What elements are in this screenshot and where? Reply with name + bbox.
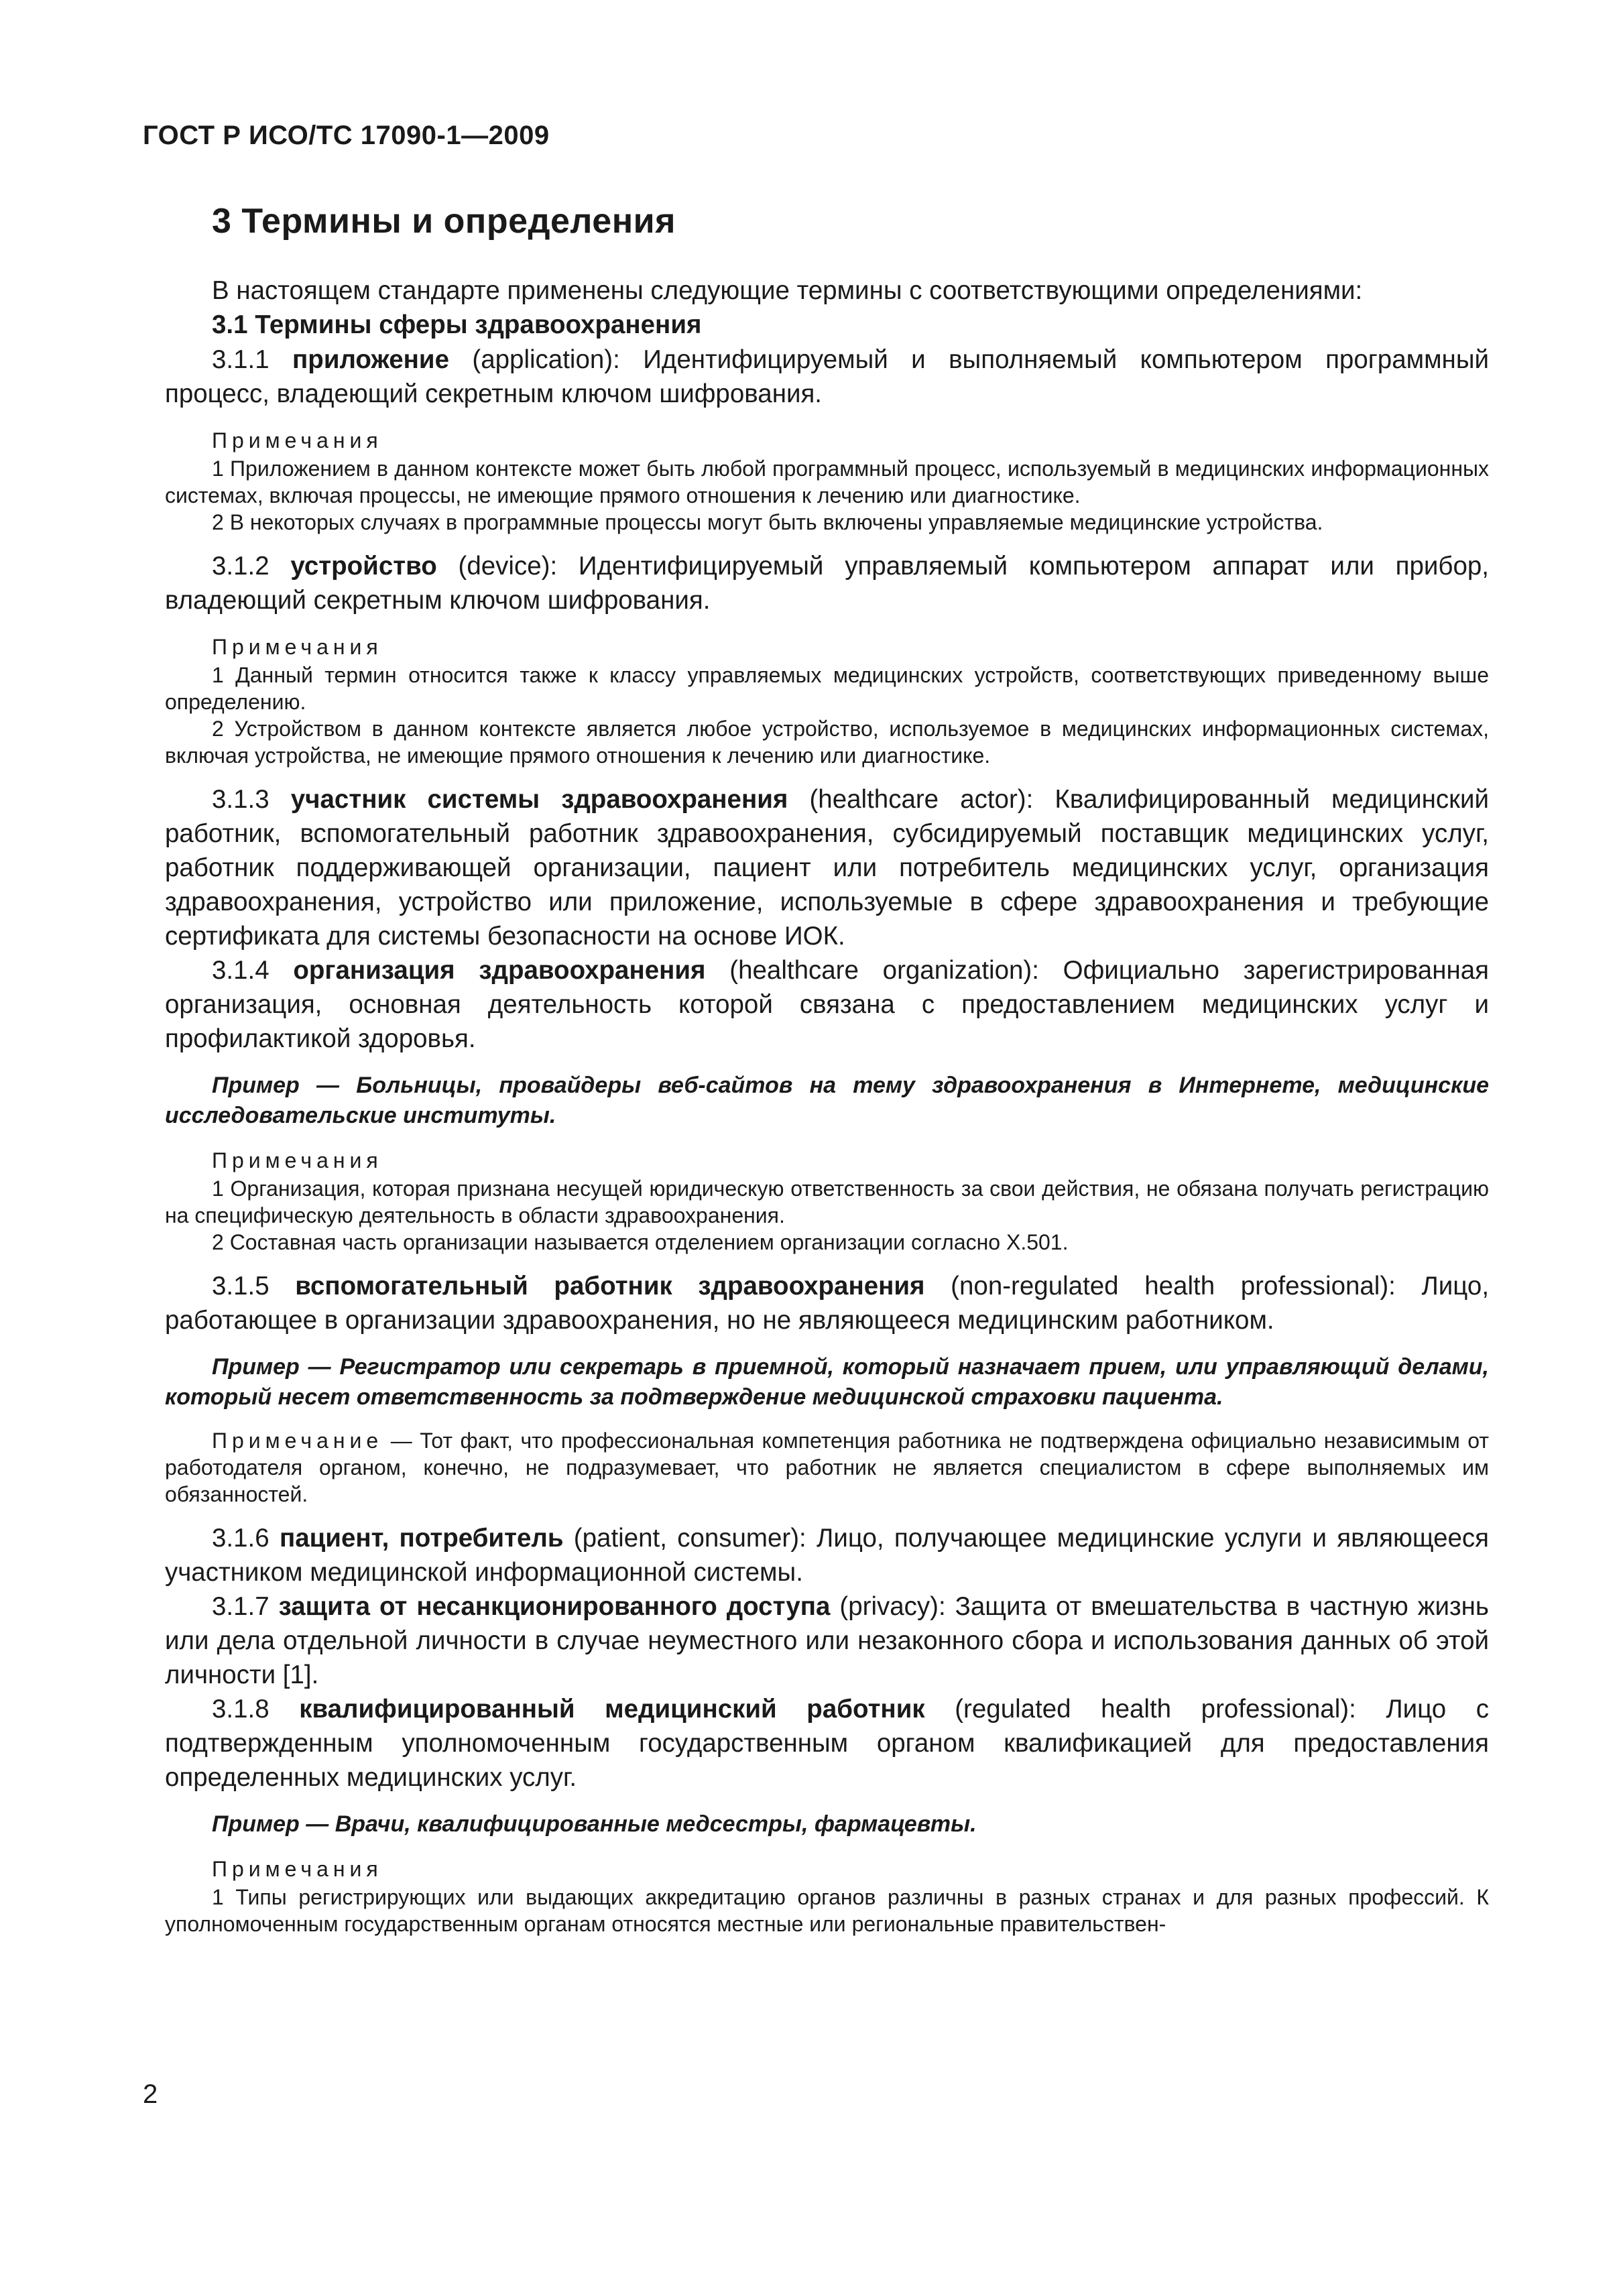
example-3-1-5: Пример — Регистратор или секретарь в приемной, который назначает прием, или управляющий делами, который несет ответственность за подтверждение медицинской страховки пациента.: [165, 1354, 1489, 1410]
notes-heading: Примечания: [212, 635, 383, 659]
term-definition: (application): Идентифицируемый и выполняемый компьютером программный процесс, владеющий секретным ключом шифрования.: [165, 345, 1489, 408]
term-3-1-6: [165, 1521, 1489, 1589]
notes-heading: Примечания: [212, 428, 383, 452]
note-label: Примечание: [212, 1429, 383, 1453]
term-number: 3.1.8: [212, 1695, 300, 1724]
term-number: 3.1.6: [212, 1524, 280, 1553]
term-3-1-3: [165, 782, 1489, 953]
term-definition: (non-regulated health professional): Лицо, работающее в организации здравоохранения, но не являющееся медицинским работником.: [165, 1272, 1490, 1335]
note-3-1-2-2: 2 Устройством в данном контексте является любое устройство, используемое в медицинских информационных системах, включая устройства, не имеющие прямого отношения к лечению или диагностике.: [165, 717, 1489, 768]
term-name: квалифицированный медицинский работник: [299, 1695, 925, 1724]
term-number: 3.1.2: [212, 552, 291, 581]
term-definition: (healthcare organization): Официально зарегистрированная организация, основная деятельность которой связана с предоставлением медицинских услуг и профилактикой здоровья.: [165, 956, 1490, 1053]
term-definition: (healthcare actor): Квалифицированный медицинский работник, вспомогательный работник здравоохранения, субсидируемый поставщик медицинских услуг, работник поддерживающей организации, пациент или потребитель медицинских услуг, организация здравоохранения, устройство или приложение, используемые в сфере здравоохранения и требующие сертификата для системы безопасности на основе ИОК.: [165, 785, 1489, 951]
note-3-1-8-1: 1 Типы регистрирующих или выдающих аккредитацию органов различны в разных странах и для разных профессий. К уполномоченным государственным органам относятся местные или региональные правительствен-: [165, 1885, 1489, 1936]
section-title: 3 Термины и определения: [212, 202, 676, 241]
intro-paragraph: В настоящем стандарте применены следующие термины с соответствующими определениями:: [212, 276, 1363, 305]
term-number: 3.1.5: [212, 1272, 296, 1301]
term-3-1-7: [165, 1589, 1489, 1692]
standard-header: ГОСТ Р ИСО/ТС 17090-1—2009: [143, 121, 550, 150]
term-definition: (device): Идентифицируемый управляемый компьютером аппарат или прибор, владеющий секретным ключом шифрования.: [165, 552, 1489, 615]
subsection-heading: 3.1 Термины сферы здравоохранения: [212, 310, 702, 339]
term-3-1-1: [165, 343, 1489, 411]
term-definition: (patient, consumer): Лицо, получающее медицинские услуги и являющееся участником медицинской информационной системы.: [165, 1524, 1490, 1587]
term-number: 3.1.7: [212, 1592, 279, 1621]
notes-heading: Примечания: [212, 1857, 383, 1881]
term-number: 3.1.3: [212, 785, 291, 814]
term-number: 3.1.1: [212, 345, 293, 374]
term-name: участник системы здравоохранения: [290, 785, 788, 814]
term-3-1-2: [165, 549, 1489, 617]
document-body: [165, 274, 1489, 1937]
note-3-1-4-1: 1 Организация, которая признана несущей юридическую ответственность за свои действия, не обязана получать регистрацию на специфическую деятельность в области здравоохранения.: [165, 1176, 1489, 1227]
term-name: устройство: [290, 552, 437, 581]
page-number: 2: [143, 2079, 158, 2109]
note-3-1-1-2: 2 В некоторых случаях в программные процессы могут быть включены управляемые медицинские устройства.: [212, 510, 1323, 534]
note-3-1-1-1: 1 Приложением в данном контексте может быть любой программный процесс, используемый в медицинских информационных системах, включая процессы, не имеющие прямого отношения к лечению или диагностике.: [165, 457, 1489, 507]
term-definition: (privacy): Защита от вмешательства в частную жизнь или дела отдельной личности в случае неуместного или незаконного сбора и использования данных об этой личности [1].: [165, 1592, 1489, 1689]
term-number: 3.1.4: [212, 956, 294, 985]
note-text: — Тот факт, что профессиональная компетенция работника не подтверждена официально независимым от работодателя органом, конечно, не подразумевает, что работник не является специалистом в сфере выполняемых им обязанностей.: [165, 1429, 1489, 1506]
term-name: защита от несанкционированного доступа: [278, 1592, 831, 1621]
notes-heading: Примечания: [212, 1148, 383, 1172]
term-name: приложение: [292, 345, 449, 374]
term-3-1-4: [165, 953, 1489, 1056]
term-definition: (regulated health professional): Лицо с подтвержденным уполномоченным государственным органом квалификацией для предоставления определенных медицинских услуг.: [165, 1695, 1489, 1792]
term-3-1-8: [165, 1692, 1489, 1795]
term-name: организация здравоохранения: [293, 956, 706, 985]
term-3-1-5: [165, 1269, 1489, 1337]
example-3-1-8: Пример — Врачи, квалифицированные медсестры, фармацевты.: [212, 1811, 977, 1837]
term-name: вспомогательный работник здравоохранения: [295, 1272, 925, 1301]
note-3-1-2-1: 1 Данный термин относится также к классу управляемых медицинских устройств, соответствующих приведенному выше определению.: [165, 663, 1489, 714]
term-name: пациент, потребитель: [279, 1524, 564, 1553]
note-3-1-4-2: 2 Составная часть организации называется отделением организации согласно X.501.: [212, 1230, 1069, 1254]
example-3-1-4: Пример — Больницы, провайдеры веб-сайтов на тему здравоохранения в Интернете, медицинские исследовательские институты.: [165, 1073, 1489, 1128]
note-3-1-5: [165, 1427, 1489, 1508]
